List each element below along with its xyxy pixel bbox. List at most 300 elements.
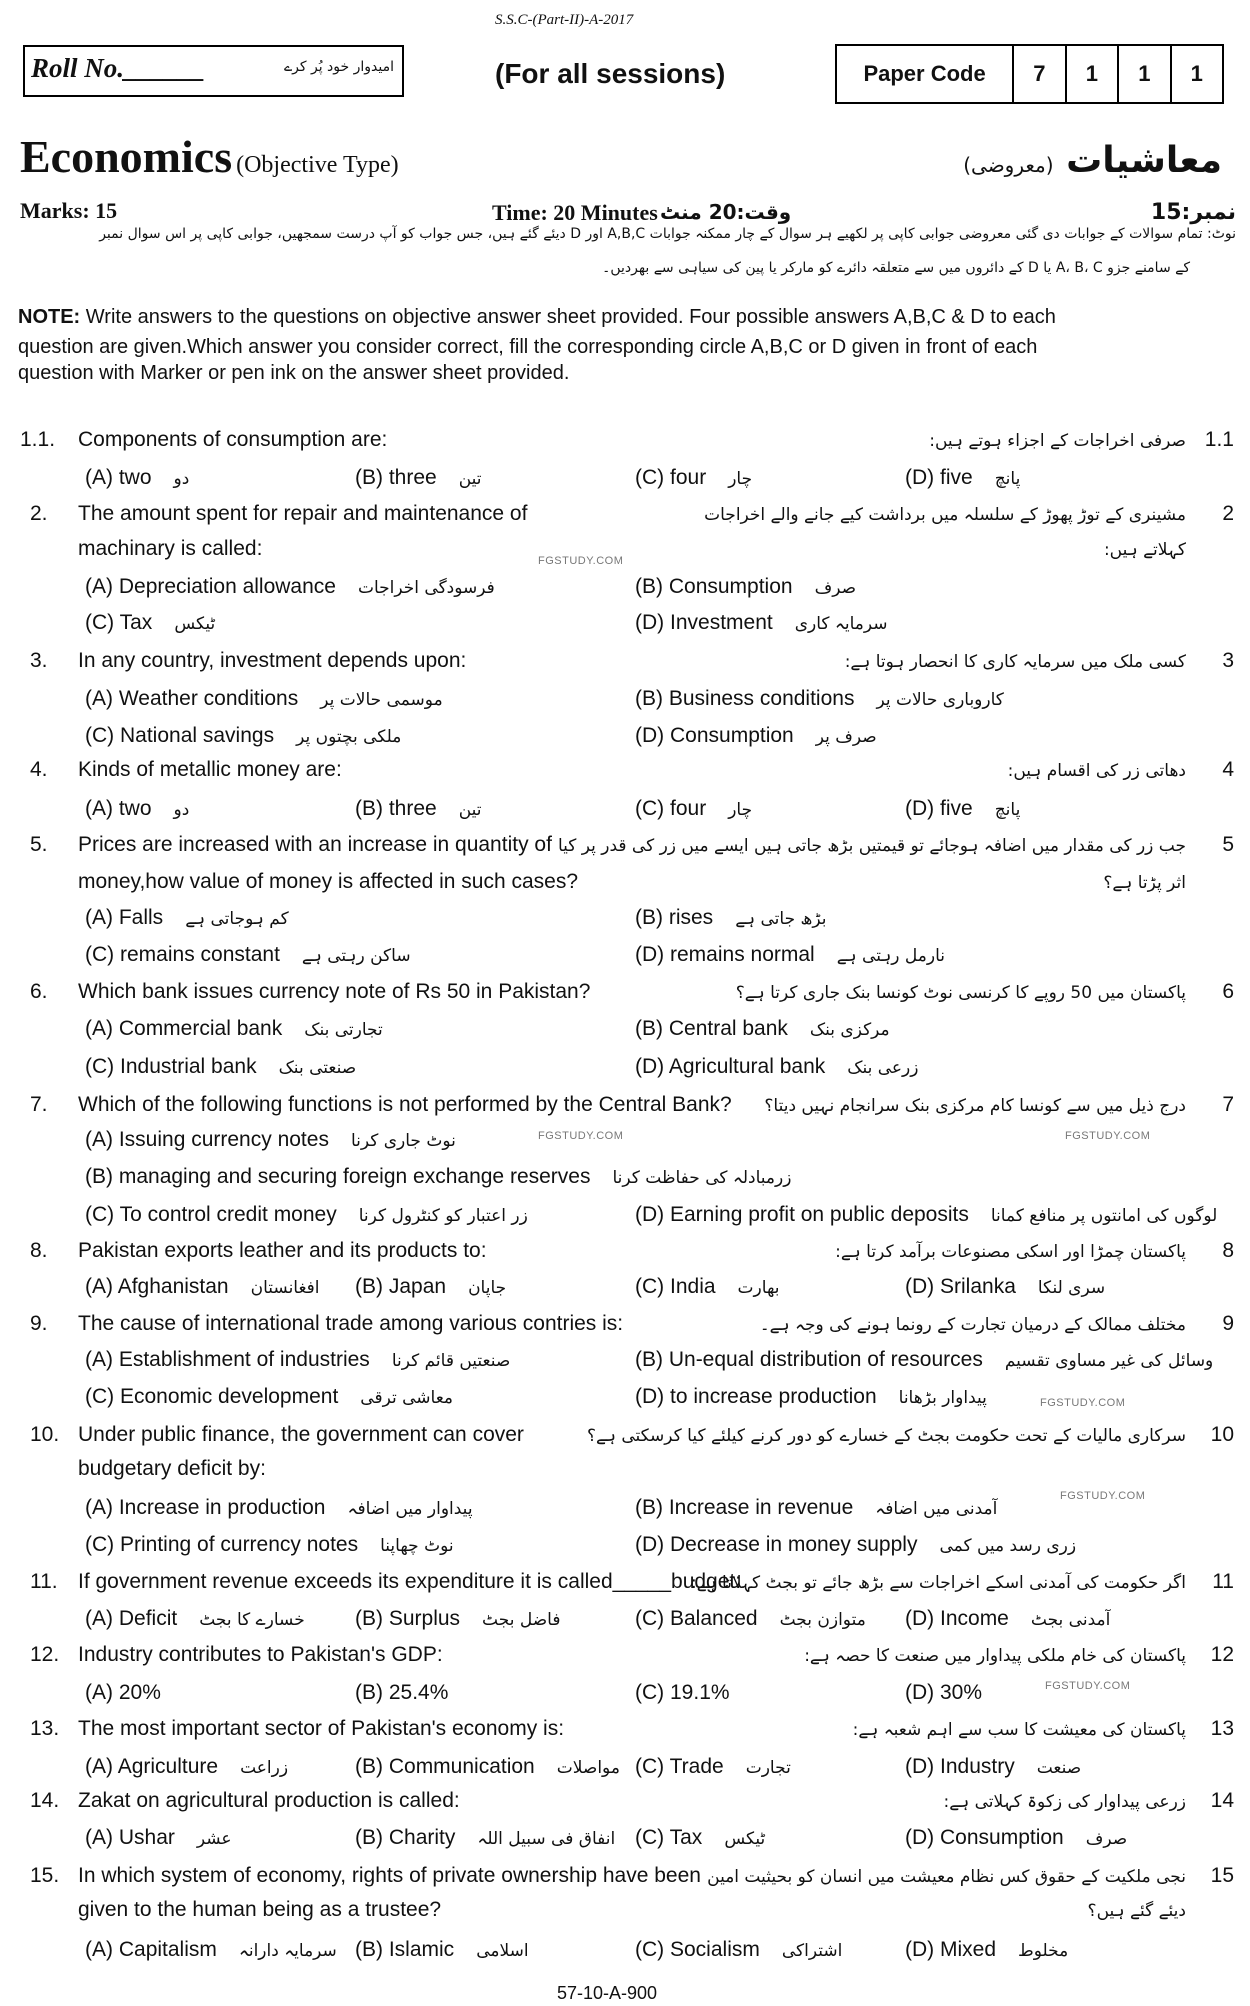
answer-option[interactable] (85, 1128, 456, 1152)
option-text: Issuing currency notes (118, 1128, 329, 1151)
question-text: Components of consumption are: (78, 428, 388, 451)
option-text: remains constant (120, 943, 280, 966)
option-text: remains normal (670, 943, 815, 966)
answer-option[interactable] (635, 1607, 866, 1631)
option-text-urdu: افغانستان (250, 1278, 320, 1298)
option-text-urdu: آمدنی بجٹ (1030, 1610, 1111, 1630)
answer-option[interactable] (355, 1826, 615, 1850)
option-label: (A) (85, 1681, 113, 1704)
option-text: Capitalism (118, 1938, 217, 1961)
question-text-urdu: کسی ملک میں سرمایہ کاری کا انحصار ہوتا ہے: (844, 652, 1186, 672)
question-number: 14. (30, 1789, 60, 1812)
option-text-urdu: نوٹ جاری کرنا (350, 1131, 456, 1151)
option-text: five (940, 466, 973, 489)
answer-option[interactable] (355, 1681, 448, 1705)
option-label: (A) (85, 797, 113, 820)
option-text: Tax (119, 611, 153, 634)
question-number-urdu: 15 (1210, 1864, 1234, 1887)
answer-option[interactable] (355, 1938, 529, 1962)
question-text-urdu: پاکستان میں 50 روپے کا کرنسی نوٹ کونسا بنک جاری کرتا ہے؟ (735, 983, 1186, 1003)
question-text: Which bank issues currency note of Rs 50 in Pakistan? (78, 980, 591, 1003)
option-text: 25.4% (388, 1681, 449, 1704)
question-number-urdu: 1.1 (1204, 428, 1234, 451)
option-text: Establishment of industries (118, 1348, 370, 1371)
option-label: (D) (635, 1055, 665, 1078)
question-text: Under public finance, the government can cover (78, 1423, 524, 1446)
option-text-urdu: پیداوار بڑھانا (898, 1388, 987, 1408)
question-number: 5. (30, 833, 48, 856)
watermark: FGSTUDY.COM (1045, 1680, 1131, 1692)
question-number: 15. (30, 1864, 60, 1887)
option-label: (C) (635, 466, 665, 489)
question-text: Zakat on agricultural production is called: (78, 1789, 460, 1812)
question-text: In which system of economy, rights of private ownership have been (78, 1864, 701, 1887)
option-text: Consumption (670, 724, 794, 747)
answer-option[interactable] (635, 1755, 791, 1779)
option-label: (C) (85, 1055, 115, 1078)
question-number-urdu: 11 (1212, 1570, 1234, 1593)
option-text: Consumption (940, 1826, 1064, 1849)
option-text: 19.1% (670, 1681, 730, 1704)
subject-name-urdu: معاشیات (1066, 140, 1222, 181)
option-text-urdu: مخلوط (1018, 1941, 1069, 1961)
option-text-urdu: اشتراکی (781, 1941, 843, 1961)
answer-option[interactable] (635, 1348, 1213, 1372)
footer-code: 57-10-A-900 (557, 1983, 658, 2003)
option-text-urdu: زراعت (240, 1758, 289, 1778)
note-line: question with Marker or pen ink on the answer sheet provided. (18, 362, 570, 384)
subject-title (20, 130, 399, 183)
question-number-urdu: 4 (1222, 758, 1234, 781)
answer-option[interactable] (85, 1017, 383, 1041)
question-number-urdu: 10 (1210, 1423, 1234, 1446)
option-text-urdu: فرسودگی اخراجات (357, 578, 495, 598)
option-text: Earning profit on public deposits (670, 1203, 969, 1226)
answer-option[interactable] (85, 1938, 337, 1962)
answer-option[interactable] (85, 1055, 356, 1079)
option-text-urdu: صرف (1085, 1829, 1128, 1849)
option-text-urdu: چار (728, 469, 753, 489)
option-label: (D) (635, 611, 665, 634)
option-text-urdu: پانچ (994, 800, 1021, 820)
answer-option[interactable] (905, 797, 1020, 821)
paper-code-label: Paper Code (863, 61, 986, 86)
option-text-urdu: سری لنکا (1037, 1278, 1106, 1298)
option-text: Falls (118, 906, 164, 929)
question-text-urdu: نجی ملکیت کے حقوق کس نظام معیشت میں انسان کو بحیثیت امین (707, 1867, 1186, 1887)
option-text-urdu: زر اعتبار کو کنٹرول کرنا (358, 1206, 528, 1226)
option-text-urdu: نارمل رہتی ہے (836, 946, 946, 966)
option-label: (B) (355, 1755, 383, 1778)
question-number-urdu: 5 (1222, 833, 1234, 856)
answer-option[interactable] (85, 1348, 510, 1372)
question-text: machinary is called: (78, 537, 263, 560)
option-text: Tax (669, 1826, 703, 1849)
option-text-urdu: اسلامی (476, 1941, 529, 1961)
roll-urdu: امیدوار خود پُر کرے (283, 59, 394, 75)
option-text-urdu: بڑھ جاتی ہے (735, 909, 827, 929)
option-text: 30% (940, 1681, 983, 1704)
option-label: (B) (635, 906, 663, 929)
question-text: The cause of international trade among various contries is: (78, 1312, 624, 1335)
option-label: (D) (905, 1681, 935, 1704)
answer-option[interactable] (85, 797, 189, 821)
answer-option[interactable] (635, 724, 877, 748)
question-text: Which of the following functions is not performed by the Central Bank? (78, 1093, 732, 1116)
question-text: If government revenue exceeds its expenditure it is called_____budget: (78, 1570, 742, 1593)
option-label: (B) (85, 1165, 113, 1188)
option-label: (A) (85, 906, 113, 929)
option-text-urdu: تجارت (745, 1758, 791, 1778)
answer-option[interactable] (635, 1826, 765, 1850)
option-label: (A) (85, 1348, 113, 1371)
option-label: (C) (635, 1755, 665, 1778)
option-text-urdu: زرمبادلہ کی حفاظت کرنا (612, 1168, 792, 1188)
option-text-urdu: تین (458, 800, 482, 820)
roll-label: Roll No.______ (31, 53, 206, 83)
answer-option[interactable] (85, 1275, 320, 1299)
option-text: Communication (388, 1755, 535, 1778)
answer-option[interactable] (635, 943, 945, 967)
option-text: Consumption (668, 575, 793, 598)
option-text: Industry (940, 1755, 1015, 1778)
question-text-urdu: درج ذیل میں سے کونسا کام مرکزی بنک سرانجام نہیں دیتا؟ (764, 1096, 1186, 1116)
option-text: five (940, 797, 973, 820)
option-label: (C) (85, 1385, 115, 1408)
option-text: Afghanistan (117, 1275, 229, 1298)
answer-option[interactable] (85, 611, 215, 635)
option-text: 20% (118, 1681, 161, 1704)
option-label: (C) (635, 797, 665, 820)
answer-option[interactable] (85, 906, 289, 930)
answer-option[interactable] (85, 1203, 528, 1227)
option-text-urdu: بھارت (737, 1278, 780, 1298)
question-text-urdu: اثر پڑتا ہے؟ (1103, 873, 1186, 893)
option-label: (D) (905, 1607, 935, 1630)
option-label: (D) (905, 1826, 935, 1849)
question-text-urdu: پاکستان کی معیشت کا سب سے اہم شعبہ ہے: (852, 1720, 1186, 1740)
option-text-urdu: خسارے کا بجٹ (199, 1610, 305, 1630)
paper-code-digit: 7 (1012, 46, 1064, 102)
roll-number-box[interactable] (23, 45, 404, 97)
answer-option[interactable] (635, 1681, 730, 1705)
question-text-urdu: مشینری کے توڑ پھوڑ کے سلسلہ میں برداشت کیے جانے والے اخراجات (704, 505, 1186, 525)
option-text: Commercial bank (118, 1017, 283, 1040)
option-text-urdu: ملکی بچتوں پر (296, 727, 402, 747)
question-number: 9. (30, 1312, 48, 1335)
exam-code: S.S.C-(Part-II)-A-2017 (495, 12, 634, 28)
question-text: given to the human being as a trustee? (78, 1898, 442, 1921)
question-number: 11. (30, 1570, 58, 1593)
answer-option[interactable] (85, 943, 411, 967)
question-text: Pakistan exports leather and its products to: (78, 1239, 487, 1262)
option-text: Charity (388, 1826, 456, 1849)
option-label: (D) (905, 1755, 935, 1778)
option-label: (B) (355, 1275, 383, 1298)
question-number: 7. (30, 1093, 48, 1116)
option-text-urdu: نوٹ چھاپنا (380, 1536, 454, 1556)
answer-option[interactable] (635, 1275, 780, 1299)
option-text: Islamic (388, 1938, 455, 1961)
note-line (18, 306, 1056, 329)
answer-option[interactable] (635, 1017, 890, 1041)
option-text-urdu: پیداوار میں اضافہ (347, 1499, 473, 1519)
option-text: Depreciation allowance (118, 575, 336, 598)
option-text: Increase in revenue (668, 1496, 854, 1519)
watermark: FGSTUDY.COM (538, 555, 624, 567)
question-number-urdu: 9 (1222, 1312, 1234, 1335)
option-text: Un-equal distribution of resources (668, 1348, 983, 1371)
answer-option[interactable] (355, 466, 482, 490)
question-text-urdu: کہلاتے ہیں: (1103, 540, 1186, 560)
option-text-urdu: انفاق فی سبیل اللہ (477, 1829, 616, 1849)
question-number: 8. (30, 1239, 48, 1262)
note-urdu-line: کے سامنے جزو A، B، C یا D کے دائروں میں سے متعلقہ دائرے کو مارکر یا پین کی سیاہی سے بھردیں۔ (602, 260, 1190, 276)
answer-option[interactable] (355, 1755, 620, 1779)
question-text-urdu: اگر حکومت کی آمدنی اسکے اخراجات سے بڑھ جائے تو بجٹ کہلاتا ہے: (690, 1573, 1186, 1593)
answer-option[interactable] (635, 1496, 997, 1520)
option-text-urdu: عشر (196, 1829, 232, 1849)
option-label: (A) (85, 687, 113, 710)
marks-urdu: نمبر:15 (1150, 200, 1236, 225)
option-label: (A) (85, 1496, 113, 1519)
answer-option[interactable] (905, 466, 1020, 490)
answer-option[interactable] (635, 906, 827, 930)
option-text: Socialism (670, 1938, 760, 1961)
option-text-urdu: متوازن بجٹ (779, 1610, 866, 1630)
option-text-urdu: ٹیکس (174, 614, 216, 634)
option-label: (B) (635, 687, 663, 710)
answer-option[interactable] (85, 1826, 232, 1850)
option-text: Agricultural bank (668, 1055, 826, 1078)
answer-option[interactable] (905, 1755, 1081, 1779)
question-text: In any country, investment depends upon: (78, 649, 467, 672)
question-text: money,how value of money is affected in such cases? (78, 870, 579, 893)
question-text: The amount spent for repair and maintenance of (78, 502, 528, 525)
answer-option[interactable] (85, 466, 189, 490)
option-text: Printing of currency notes (120, 1533, 359, 1556)
question-text-urdu: دھاتی زر کی اقسام ہیں: (1007, 761, 1186, 781)
option-label: (D) (635, 943, 665, 966)
option-text: Agriculture (117, 1755, 219, 1778)
answer-option[interactable] (905, 1938, 1068, 1962)
option-label: (D) (905, 1275, 935, 1298)
option-text: India (670, 1275, 716, 1298)
option-label: (B) (355, 797, 383, 820)
question-number-urdu: 2 (1222, 502, 1234, 525)
option-label: (C) (635, 1938, 665, 1961)
answer-option[interactable] (635, 1203, 1217, 1227)
option-text-urdu: چار (728, 800, 753, 820)
question-number-urdu: 6 (1222, 980, 1234, 1003)
option-label: (A) (85, 1755, 113, 1778)
question-text: budgetary deficit by: (78, 1457, 266, 1480)
option-label: (B) (355, 466, 383, 489)
option-label: (A) (85, 466, 113, 489)
option-label: (C) (635, 1275, 665, 1298)
question-text-urdu: دیئے گئے ہیں؟ (1087, 1901, 1186, 1921)
watermark: FGSTUDY.COM (1060, 1490, 1146, 1502)
option-text: rises (668, 906, 714, 929)
option-text: Investment (670, 611, 773, 634)
paper-code-box (835, 44, 1224, 104)
option-text-urdu: پانچ (994, 469, 1021, 489)
option-text: Mixed (940, 1938, 997, 1961)
option-text-urdu: سرمایہ کاری (794, 614, 888, 634)
paper-code-digit: 1 (1170, 46, 1222, 102)
option-label: (C) (85, 611, 115, 634)
answer-option[interactable] (85, 1165, 791, 1189)
option-text: Balanced (670, 1607, 758, 1630)
option-label: (A) (85, 1128, 113, 1151)
option-text: Surplus (388, 1607, 461, 1630)
option-label: (D) (905, 466, 935, 489)
question-number: 6. (30, 980, 48, 1003)
option-text: four (670, 797, 707, 820)
question-text: Industry contributes to Pakistan's GDP: (78, 1643, 443, 1666)
option-label: (D) (635, 724, 665, 747)
option-label: (D) (905, 1938, 935, 1961)
question-number-urdu: 8 (1222, 1239, 1234, 1262)
answer-option[interactable] (85, 1533, 454, 1557)
option-text: Central bank (668, 1017, 788, 1040)
subject-type: (Objective Type) (236, 152, 399, 178)
option-text: To control credit money (119, 1203, 337, 1226)
option-text-urdu: فاضل بجٹ (482, 1610, 561, 1630)
answer-option[interactable] (85, 1755, 288, 1779)
option-text-urdu: موسمی حالات پر (320, 690, 443, 710)
answer-option[interactable] (635, 466, 752, 490)
option-label: (B) (355, 1607, 383, 1630)
option-text-urdu: دو (173, 469, 190, 489)
note-urdu-line: نوٹ: تمام سوالات کے جوابات دی گئی معروضی جوابی کاپی پر لکھیے ہر سوال کے چار ممکنہ جوابات A,B,C اور D دیئے گئے ہیں، جس جواب کو آپ درست سمجھیں، جوابی کاپی پر اس سوال نمبر (99, 226, 1236, 242)
option-text: three (388, 466, 437, 489)
option-text: Trade (669, 1755, 724, 1778)
option-label: (B) (635, 1017, 663, 1040)
option-label: (C) (85, 1203, 115, 1226)
option-text-urdu: دو (173, 800, 190, 820)
answer-option[interactable] (635, 1055, 918, 1079)
answer-option[interactable] (635, 687, 1004, 711)
answer-option[interactable] (85, 1385, 453, 1409)
answer-option[interactable] (905, 1607, 1110, 1631)
option-label: (C) (85, 943, 115, 966)
option-text: two (118, 466, 152, 489)
option-text-urdu: تجارتی بنک (304, 1020, 383, 1040)
answer-option[interactable] (355, 797, 482, 821)
watermark: FGSTUDY.COM (1065, 1130, 1151, 1142)
question-number: 1.1. (20, 428, 56, 451)
question-text-urdu: مختلف ممالک کے درمیان تجارت کے رونما ہونے کی وجہ ہے۔ (759, 1315, 1186, 1335)
option-label: (A) (85, 1826, 113, 1849)
subject-type-urdu: (معروضی) (963, 153, 1054, 177)
answer-option[interactable] (905, 1681, 982, 1705)
option-text: Industrial bank (120, 1055, 257, 1078)
option-label: (B) (355, 1826, 383, 1849)
paper-code-digit: 1 (1117, 46, 1169, 102)
answer-option[interactable] (635, 1385, 987, 1409)
answer-option[interactable] (85, 687, 443, 711)
question-text: Kinds of metallic money are: (78, 758, 342, 781)
watermark: FGSTUDY.COM (1040, 1397, 1126, 1409)
time: Time: 20 Minutes (492, 200, 658, 225)
question-number-urdu: 12 (1210, 1643, 1234, 1666)
option-text-urdu: صنعتیں قائم کرنا (391, 1351, 511, 1371)
option-text-urdu: سرمایہ دارانہ (238, 1941, 337, 1961)
marks: Marks: 15 (20, 198, 118, 223)
option-text: to increase production (670, 1385, 877, 1408)
option-label: (B) (355, 1681, 383, 1704)
option-label: (B) (635, 575, 663, 598)
answer-option[interactable] (635, 1533, 1076, 1557)
option-text: Economic development (120, 1385, 339, 1408)
answer-option[interactable] (85, 1607, 305, 1631)
option-label: (C) (85, 1533, 115, 1556)
option-text-urdu: صرف پر (815, 727, 877, 747)
question-number: 12. (30, 1643, 60, 1666)
option-text-urdu: تین (458, 469, 482, 489)
note-text: Write answers to the questions on objective answer sheet provided. Four possible answers A,B,C & D to each (80, 306, 1056, 328)
answer-option[interactable] (635, 797, 752, 821)
subject-name: Economics (20, 131, 233, 182)
option-text-urdu: وسائل کی غیر مساوی تقسیم (1004, 1351, 1214, 1371)
watermark: FGSTUDY.COM (538, 1130, 624, 1142)
question-text: The most important sector of Pakistan's economy is: (78, 1717, 565, 1740)
option-text: two (118, 797, 152, 820)
answer-option[interactable] (635, 575, 856, 599)
option-label: (A) (85, 1017, 113, 1040)
question-number-urdu: 3 (1222, 649, 1234, 672)
option-label: (C) (635, 1681, 665, 1704)
question-text: Prices are increased with an increase in quantity of (78, 833, 552, 856)
question-text-urdu: زرعی پیداوار کی زکوۃ کہلاتی ہے: (943, 1792, 1186, 1812)
answer-option[interactable] (635, 611, 888, 635)
question-number: 2. (30, 502, 48, 525)
answer-option[interactable] (635, 1938, 842, 1962)
option-label: (D) (635, 1533, 665, 1556)
option-text-urdu: زرعی بنک (847, 1058, 919, 1078)
question-text-urdu: پاکستان کی خام ملکی پیداوار میں صنعت کا حصہ ہے: (804, 1646, 1186, 1666)
subject-title-urdu (963, 140, 1222, 181)
option-text-urdu: زری رسد میں کمی (939, 1536, 1077, 1556)
option-text: Increase in production (118, 1496, 326, 1519)
option-label: (B) (355, 1938, 383, 1961)
option-text-urdu: مواصلات (556, 1758, 620, 1778)
answer-option[interactable] (85, 1496, 473, 1520)
option-label: (A) (85, 1275, 113, 1298)
answer-option[interactable] (355, 1607, 560, 1631)
question-text-urdu: پاکستان چمڑا اور اسکی مصنوعات برآمد کرتا ہے: (835, 1242, 1186, 1262)
answer-option[interactable] (85, 724, 401, 748)
question-number: 4. (30, 758, 48, 781)
option-text-urdu: صنعت (1036, 1758, 1082, 1778)
time-urdu: وقت:20 منٹ (660, 200, 792, 224)
option-label: (D) (905, 797, 935, 820)
option-text: Srilanka (940, 1275, 1016, 1298)
answer-option[interactable] (355, 1275, 506, 1299)
question-number-urdu: 7 (1222, 1093, 1234, 1116)
answer-option[interactable] (85, 575, 495, 599)
option-label: (C) (85, 724, 115, 747)
answer-option[interactable] (85, 1681, 161, 1705)
option-text: Business conditions (668, 687, 855, 710)
option-label: (B) (635, 1348, 663, 1371)
option-text-urdu: آمدنی میں اضافہ (875, 1499, 998, 1519)
answer-option[interactable] (905, 1275, 1105, 1299)
paper-code-digit: 1 (1065, 46, 1117, 102)
option-text-urdu: کاروباری حالات پر (876, 690, 1004, 710)
answer-option[interactable] (905, 1826, 1127, 1850)
